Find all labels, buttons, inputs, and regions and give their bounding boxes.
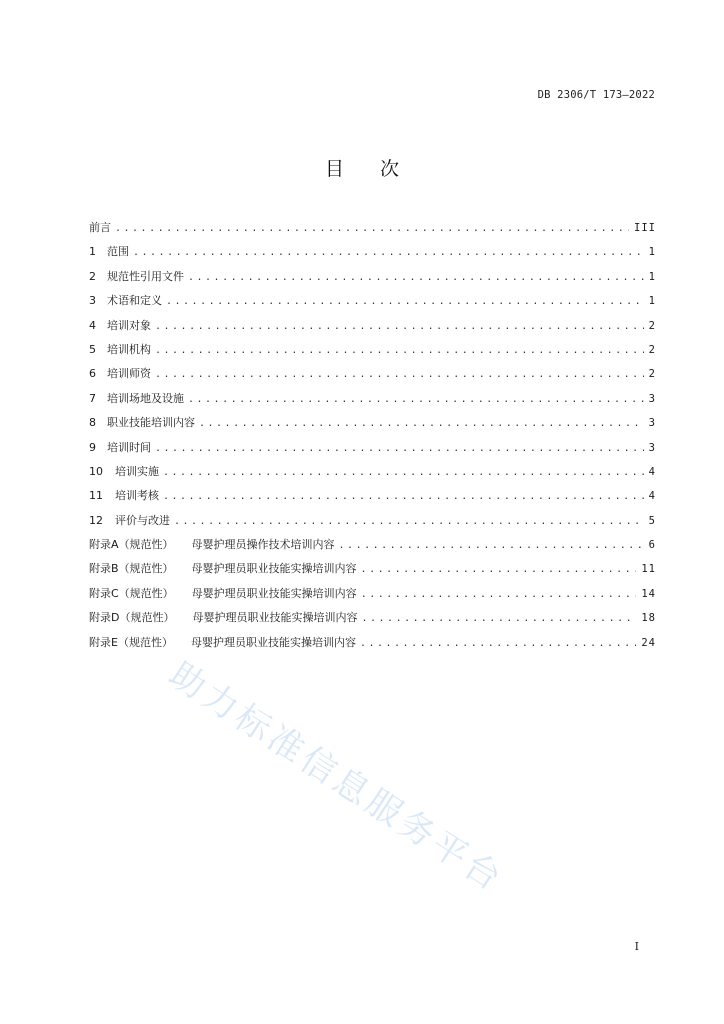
toc-dot-leader — [174, 516, 644, 527]
toc-entry-subtitle: 母婴护理员职业技能实操培训内容 — [191, 586, 357, 600]
toc-entry-label — [89, 390, 184, 406]
page-number: I — [634, 940, 639, 953]
toc-entry-label — [89, 463, 159, 479]
toc-entry-page: 2 — [648, 343, 656, 356]
toc-entry-label — [89, 439, 151, 455]
toc-entry-title: 术语和定义 — [107, 294, 162, 308]
toc-entry-subtitle: 母婴护理员操作技术培训内容 — [191, 538, 335, 552]
toc-dot-leader — [155, 443, 644, 454]
toc-entry-page: 5 — [648, 514, 656, 527]
toc-entry-label — [89, 512, 170, 528]
toc-entry-number: 9 — [89, 440, 96, 454]
toc-entry[interactable] — [89, 317, 656, 341]
toc-entry-title: 规范性引用文件 — [107, 269, 184, 283]
toc-entry-label — [89, 560, 357, 576]
toc-entry-title: 评价与改进 — [115, 513, 170, 527]
toc-dot-leader — [155, 345, 644, 356]
toc-entry-page: 2 — [648, 319, 656, 332]
toc-entry-title: 职业技能培训内容 — [107, 416, 195, 430]
toc-entry-title: 培训对象 — [107, 318, 151, 332]
toc-entry-title: 前言 — [89, 221, 111, 234]
toc-entry-label — [89, 487, 159, 503]
document-code: DB 2306/T 173—2022 — [537, 89, 655, 101]
toc-entry-number: 4 — [89, 318, 96, 332]
toc-dot-leader — [360, 638, 636, 649]
toc-entry-title: 培训时间 — [107, 440, 151, 454]
toc-entry[interactable] — [89, 512, 656, 536]
toc-dot-leader — [115, 223, 629, 234]
toc-entry-title: 附录E（规范性） — [89, 635, 173, 649]
toc-entry[interactable] — [89, 560, 656, 584]
toc-entry-label — [89, 292, 162, 308]
toc-entry-title: 附录C（规范性） — [89, 586, 174, 600]
toc-entry-number: 11 — [89, 489, 103, 503]
toc-entry-title: 范围 — [107, 245, 129, 259]
toc-entry-title: 附录D（规范性） — [89, 611, 175, 625]
toc-dot-leader — [163, 467, 644, 478]
toc-dot-leader — [163, 491, 644, 502]
toc-entry[interactable] — [89, 634, 656, 658]
toc-entry-page: 2 — [648, 368, 656, 381]
toc-entry-subtitle: 母婴护理员职业技能实操培训内容 — [190, 635, 356, 649]
toc-entry-title: 培训师资 — [107, 367, 151, 381]
toc-entry[interactable] — [89, 365, 656, 389]
toc-entry-title: 培训机构 — [107, 342, 151, 356]
toc-entry-label — [89, 585, 357, 601]
toc-entry-number: 3 — [89, 294, 96, 308]
toc-entry-page: 4 — [648, 465, 656, 478]
toc-entry[interactable] — [89, 585, 656, 609]
toc-dot-leader — [188, 394, 644, 405]
toc-entry[interactable] — [89, 414, 656, 438]
toc-entry-label — [89, 219, 111, 235]
toc-dot-leader — [339, 540, 644, 551]
toc-entry-label — [89, 317, 151, 333]
toc-entry-title: 附录A（规范性） — [89, 538, 174, 552]
toc-entry-label — [89, 268, 184, 284]
toc-entry[interactable] — [89, 487, 656, 511]
toc-entry[interactable] — [89, 292, 656, 316]
toc-entry-page: 3 — [648, 441, 656, 454]
toc-entry[interactable] — [89, 609, 656, 633]
toc-entry[interactable] — [89, 268, 656, 292]
toc-entry-page: 18 — [641, 612, 656, 625]
toc-entry-label — [89, 414, 195, 430]
toc-dot-leader — [199, 418, 644, 429]
toc-entry[interactable] — [89, 463, 656, 487]
toc-entry-number: 6 — [89, 367, 96, 381]
toc-entry-page: 3 — [648, 392, 656, 405]
toc-entry-title: 培训实施 — [115, 464, 159, 478]
toc-title: 目次 — [324, 158, 435, 180]
toc-entry-subtitle: 母婴护理员职业技能实操培训内容 — [191, 562, 357, 576]
toc-entry-page: 11 — [641, 563, 656, 576]
toc-entry-title: 培训场地及设施 — [107, 391, 184, 405]
toc-entry-label — [89, 243, 129, 259]
toc-dot-leader — [188, 272, 644, 283]
toc-dot-leader — [133, 247, 644, 258]
toc-entry-number: 10 — [89, 464, 103, 478]
toc-entry-page: III — [634, 222, 656, 234]
toc-entry-number: 2 — [89, 269, 96, 283]
toc-entry-subtitle: 母婴护理员职业技能实操培训内容 — [192, 611, 358, 625]
toc-entry[interactable] — [89, 390, 656, 414]
toc-entry-number: 1 — [89, 245, 96, 259]
toc-entry-label — [89, 341, 151, 357]
toc-dot-leader — [361, 564, 637, 575]
toc-entry-number: 7 — [89, 391, 96, 405]
toc-dot-leader — [166, 296, 644, 307]
toc-entry-number: 5 — [89, 342, 96, 356]
toc-entry-page: 6 — [648, 539, 656, 552]
toc-entry[interactable] — [89, 439, 656, 463]
toc-entry-page: 1 — [648, 246, 656, 259]
toc-entry[interactable] — [89, 219, 656, 243]
toc-entry-label — [89, 634, 356, 650]
table-of-contents — [89, 219, 656, 658]
toc-entry-label — [89, 536, 335, 552]
toc-entry-label — [89, 365, 151, 381]
toc-entry-page: 24 — [641, 636, 656, 649]
toc-entry-title: 附录B（规范性） — [89, 562, 174, 576]
toc-entry[interactable] — [89, 341, 656, 365]
toc-entry-title: 培训考核 — [115, 489, 159, 503]
toc-dot-leader — [361, 589, 637, 600]
toc-entry-page: 14 — [641, 587, 656, 600]
toc-entry[interactable] — [89, 536, 656, 560]
toc-entry-label — [89, 609, 357, 625]
watermark: 助力标准信息服务平台 — [161, 654, 511, 901]
toc-entry[interactable] — [89, 243, 656, 267]
toc-dot-leader — [155, 321, 644, 332]
toc-entry-page: 1 — [648, 295, 656, 308]
toc-entry-number: 8 — [89, 416, 96, 430]
toc-entry-page: 3 — [648, 417, 656, 430]
toc-dot-leader — [361, 613, 636, 624]
toc-entry-page: 1 — [648, 270, 656, 283]
toc-dot-leader — [155, 369, 644, 380]
toc-entry-page: 4 — [648, 490, 656, 503]
toc-entry-number: 12 — [89, 513, 103, 527]
